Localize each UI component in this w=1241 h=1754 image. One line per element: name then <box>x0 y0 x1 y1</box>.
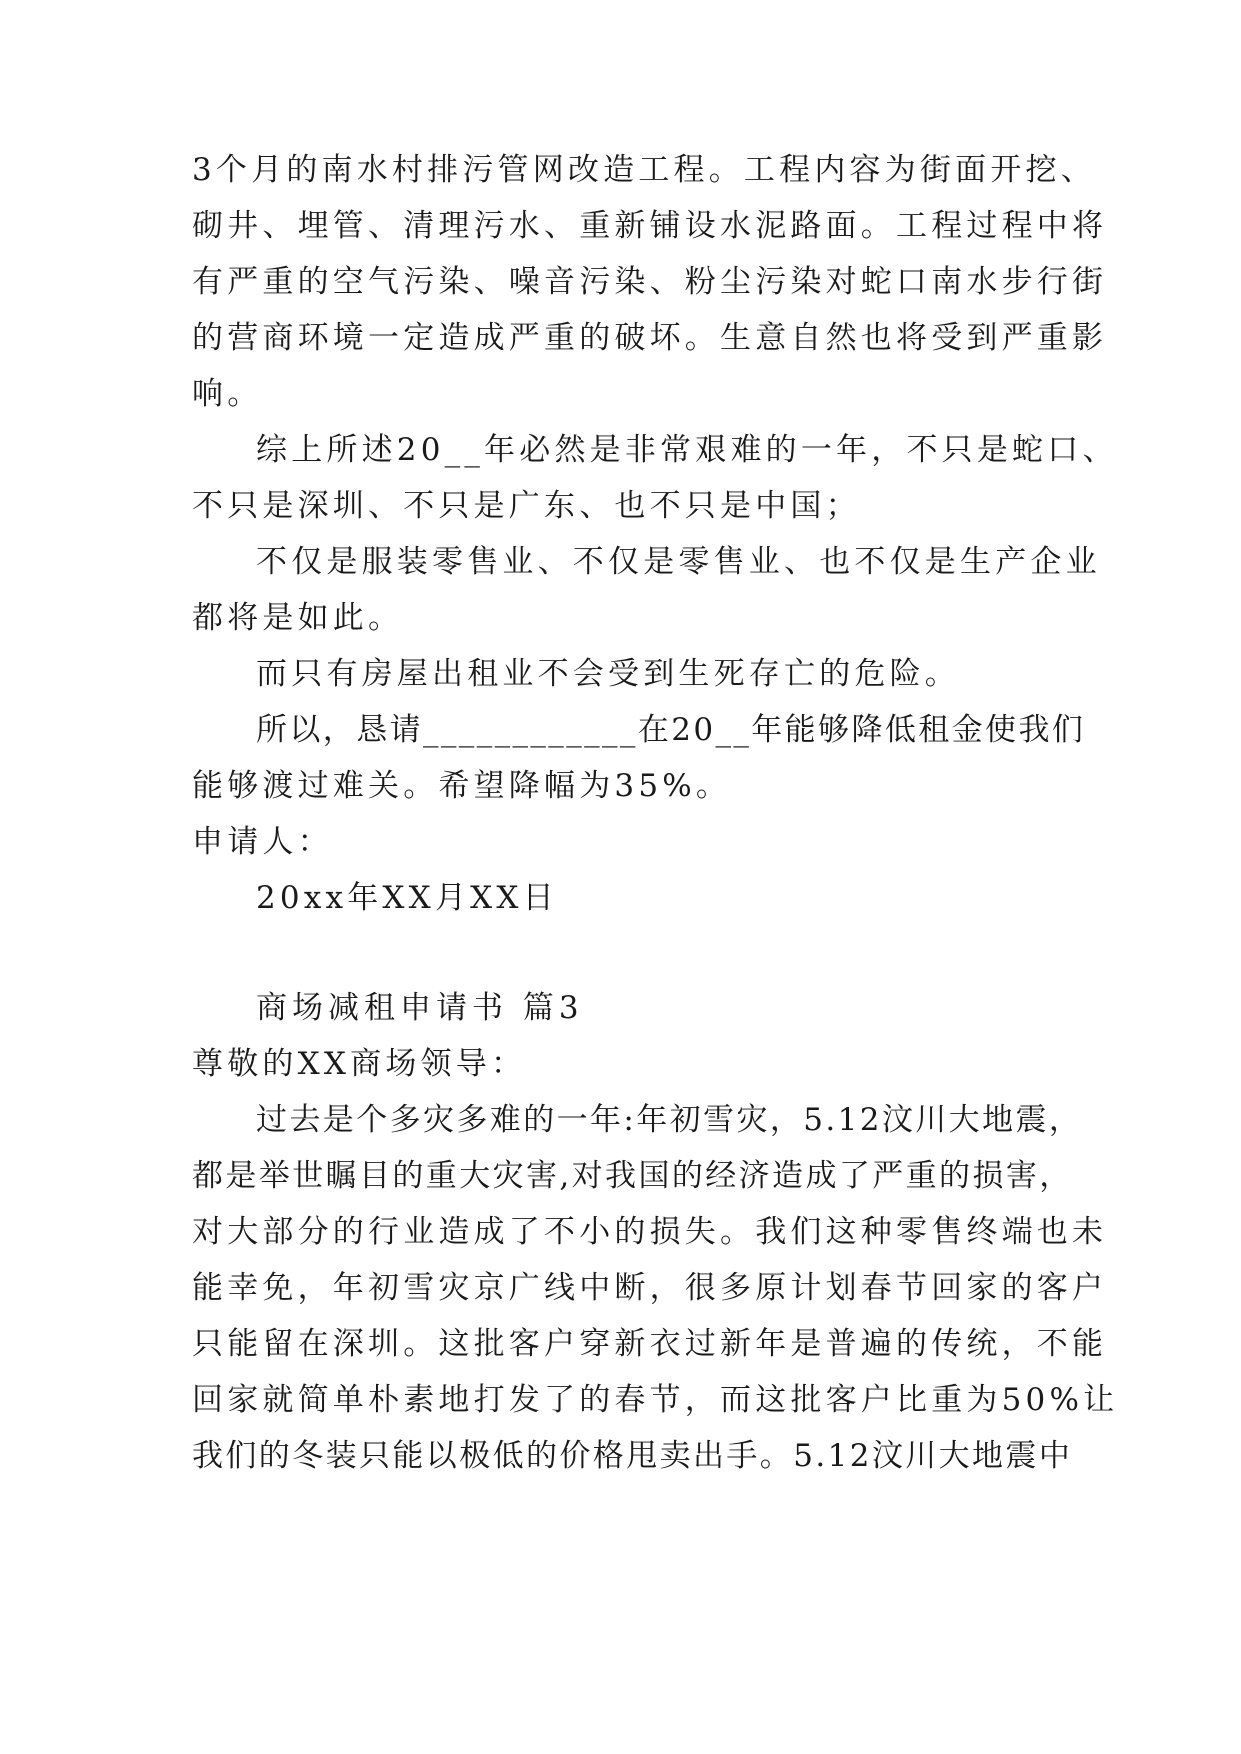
signature-date: 20xx年XX月XX日 <box>256 880 558 916</box>
text-line-12: 能够渡过难关。希望降幅为35%。 <box>192 768 732 804</box>
text-line-22: 回家就简单朴素地打发了的春节，而这批客户比重为50%让 <box>192 1382 1119 1418</box>
text-line-1: 3个月的南水村排污管网改造工程。工程内容为街面开挖、 <box>192 152 1096 188</box>
section-title: 商场减租申请书 篇3 <box>256 990 584 1026</box>
text-line-2: 砌井、埋管、清理污水、重新铺设水泥路面。工程过程中将 <box>192 208 1108 244</box>
text-line-11: 所以，恳请____________在20__年能够降低租金使我们 <box>256 712 1086 748</box>
text-line-6: 综上所述20__年必然是非常艰难的一年，不只是蛇口、 <box>256 432 1118 468</box>
text-line-10: 而只有房屋出租业不会受到生死存亡的危险。 <box>256 656 960 692</box>
text-line-23: 我们的冬装只能以极低的价格甩卖出手。5.12汶川大地震中 <box>192 1438 1073 1474</box>
text-line-21: 只能留在深圳。这批客户穿新衣过新年是普遍的传统，不能 <box>192 1326 1108 1362</box>
text-line-4: 的营商环境一定造成严重的破坏。生意自然也将受到严重影 <box>192 320 1108 356</box>
signature-label: 申请人： <box>192 824 333 860</box>
text-line-3: 有严重的空气污染、噪音污染、粉尘污染对蛇口南水步行街 <box>192 264 1108 300</box>
text-line-5: 响。 <box>192 376 263 412</box>
text-line-8: 不仅是服装零售业、不仅是零售业、也不仅是生产企业 <box>256 544 1101 580</box>
text-line-18: 都是举世瞩目的重大灾害,对我国的经济造成了严重的损害， <box>192 1158 1073 1194</box>
text-line-19: 对大部分的行业造成了不小的损失。我们这种零售终端也未 <box>192 1214 1108 1250</box>
text-line-20: 能幸免，年初雪灾京广线中断，很多原计划春节回家的客户 <box>192 1270 1108 1306</box>
text-line-9: 都将是如此。 <box>192 600 404 636</box>
text-line-7: 不只是深圳、不只是广东、也不只是中国； <box>192 488 861 524</box>
salutation: 尊敬的XX商场领导： <box>192 1046 527 1082</box>
text-line-17: 过去是个多灾多难的一年:年初雪灾，5.12汶川大地震， <box>256 1102 1083 1138</box>
